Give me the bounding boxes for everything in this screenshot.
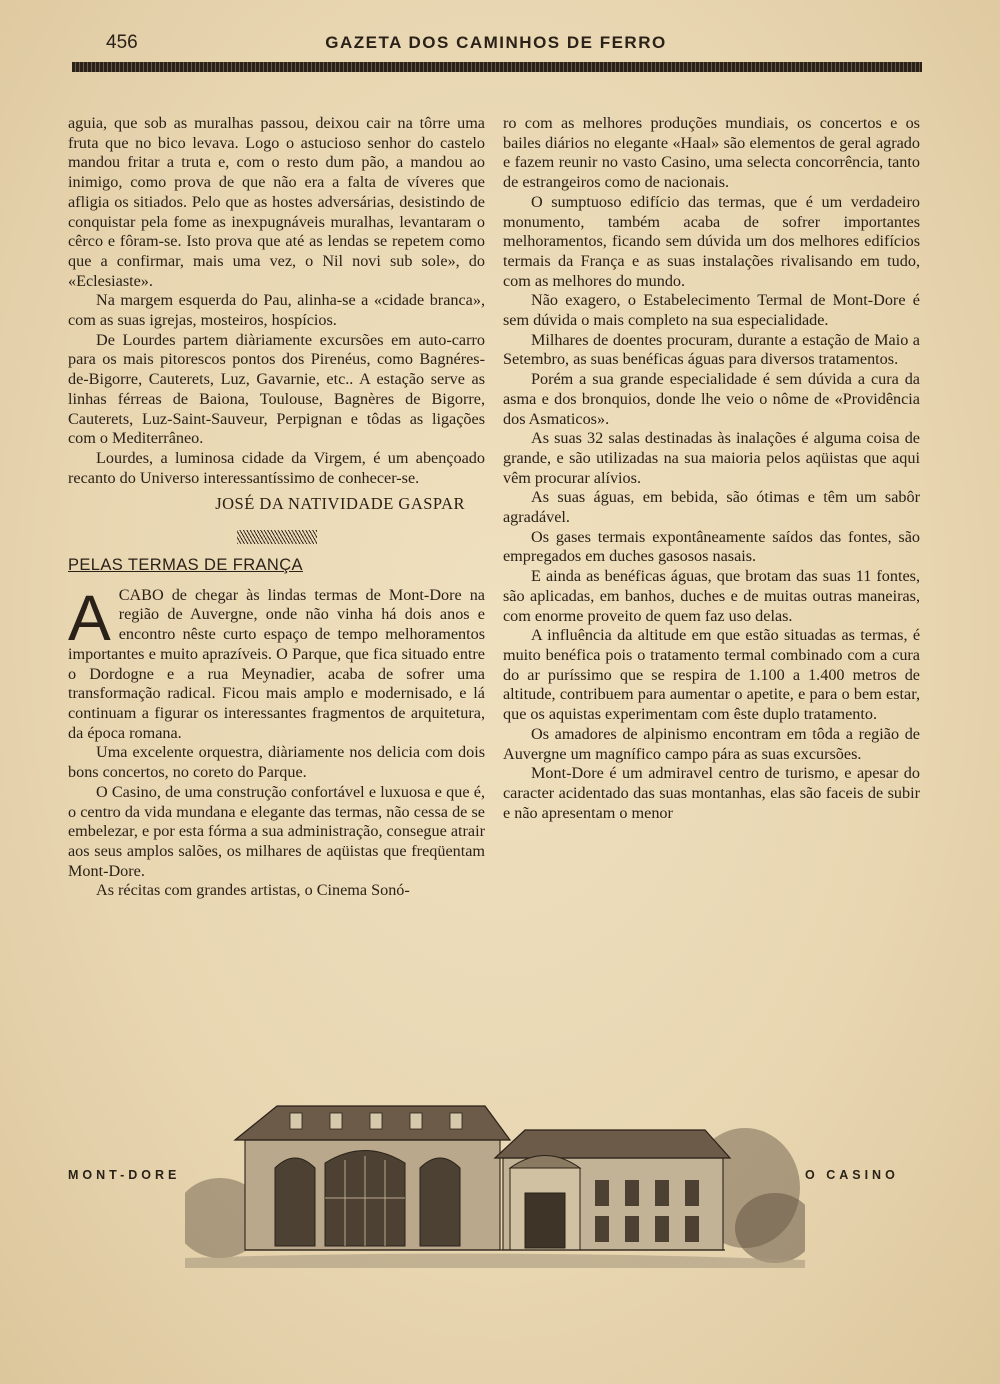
casino-building-illustration [185, 1068, 805, 1268]
paragraph: Na margem esquerda do Pau, alinha-se a «cidade branca», com as suas igrejas, mosteiros, hospícios. [68, 291, 485, 330]
paragraph-with-dropcap [68, 581, 485, 744]
left-column [68, 114, 485, 901]
paragraph: E ainda as benéficas águas, que brotam das suas 11 fontes, são aplicadas, em banhos, duches e de muitas outras maneiras, com enorme proveito de quem faz uso delas. [503, 567, 920, 625]
paragraph: Milhares de doentes procuram, durante a estação de Maio a Setembro, as suas benéficas águas para diversos tratamentos. [503, 330, 920, 369]
right-column [503, 114, 920, 823]
paragraph: Porém a sua grande especialidade é sem dúvida a cura da asma e dos bronquios, donde lhe veio o nôme de «Providência dos Asmaticos». [503, 370, 920, 428]
section-title: PELAS TERMAS DE FRANÇA [68, 556, 303, 575]
drop-cap: A [68, 581, 111, 654]
paragraph: Mont-Dore é um admiravel centro de turismo, e apesar do caracter acidentado das suas montanhas, elas são faceis de subir e não apresentam o menor [503, 764, 920, 822]
paragraph: Não exagero, o Estabelecimento Termal de Mont-Dore é sem dúvida o mais completo na sua especialidade. [503, 291, 920, 330]
paragraph: Uma excelente orquestra, diàriamente nos delicia com dois bons concertos, no coreto do Parque. [68, 743, 485, 782]
paragraph: O Casino, de uma construção confortável e luxuosa e que é, o centro da vida mundana e elegante das termas, não cessa de se embelezar, e por esta fórma a sua administração, consegue atrair aos seus amplos salões, os milhares de aqüistas que freqüentam Mont-Dore. [68, 782, 485, 880]
paragraph: As récitas com grandes artistas, o Cinema Sonó- [96, 881, 410, 900]
journal-title: GAZETA DOS CAMINHOS DE FERRO [325, 33, 667, 52]
paragraph: As suas 32 salas destinadas às inalações é alguma coisa de grande, e são utilizadas na sua maioria pelos aqüistas que aqui vêm procurar alívios. [503, 429, 920, 487]
paragraph-text: CABO de chegar às lindas termas de Mont-Dore na região de Auvergne, onde não vinha há dois anos e encontro nêste curto espaço de tempo melhoramentos importantes e muito aprazíveis. O Parque, que fica situado entre o Dordogne e a rua Meynadier, acaba de sofrer uma transformação radical. Ficou mais amplo e modernisado, e lá continuam a figurar os interessantes fragmentos de arquitetura, da época romana. [68, 585, 485, 742]
header-rule [72, 62, 922, 72]
paragraph: O sumptuoso edifício das termas, que é um verdadeiro monumento, também acaba de sofrer importantes melhoramentos, ficando sem dúvida um dos melhores edifícios termais da França e as suas instalações rivalisando em tudo, com as melhores do mundo. [503, 192, 920, 290]
paragraph: A influência da altitude em que estão situadas as termas, é muito benéfica pois o tratamento termal combinado com a cura do ar puríssimo que se respira de 1.100 a 1.400 metros de altitude, contribuem para aumentar o apetite, e para o bem estar, que os aquistas experimentam com êste duplo tratamento. [503, 626, 920, 724]
illustration-caption-right: O CASINO [805, 1168, 899, 1182]
paragraph: Os gases termais expontâneamente saídos das fontes, são empregados em duches gasosos nasais. [503, 527, 920, 566]
section-divider-ornament [237, 530, 317, 544]
page-header [70, 30, 922, 60]
paragraph: ro com as melhores produções mundiais, os concertos e os bailes diários no elegante «Haal» são elementos de geral agrado e fazem reunir no vasto Casino, uma selecta concorrência, tanto de estrangeiros como de nacionais. [503, 114, 920, 192]
illustration-caption-left: MONT-DORE [68, 1168, 181, 1182]
paragraph: Lourdes, a luminosa cidade da Virgem, é um abençoado recanto do Universo interessantíssimo de conhecer-se. [68, 448, 485, 487]
paragraph: As suas águas, em bebida, são ótimas e têm um sabôr agradável. [503, 488, 920, 527]
page-number: 456 [106, 32, 138, 53]
paragraph: De Lourdes partem diàriamente excursões em auto-carro para os mais pitorescos pontos dos Pirenéus, como Bagnéres-de-Bigorre, Cauterets, Luz, Gavarnie, etc.. A estação serve as linhas férreas de Baiona, Toulouse, Bagnères de Bigorre, Cauterets, Luz-Saint-Sauveur, Perpignan e tôdas as ligações com o Mediterrâneo. [68, 330, 485, 448]
paragraph: Os amadores de alpinismo encontram em tôda a região de Auvergne um magnífico campo pára as suas excursões. [503, 724, 920, 763]
paragraph: aguia, que sob as muralhas passou, deixou cair na tôrre uma fruta que no bico levava. Logo o astucioso senhor do castelo mandou fritar a truta e, com o resto dum pão, a mandou ao inimigo, como prova de que não era a falta de víveres que afligia os sitiados. Pelo que as hostes adversárias, desistindo de conquistar pela fome as inexpugnáveis muralhas, levantaram o cêrco e fôram-se. Isto prova que até as lendas se repetem como que a confirmar, mais uma vez, o Nil novi sub sole», do «Eclesiaste». [68, 114, 485, 290]
author-signature: JOSÉ DA NATIVIDADE GASPAR [215, 494, 465, 514]
